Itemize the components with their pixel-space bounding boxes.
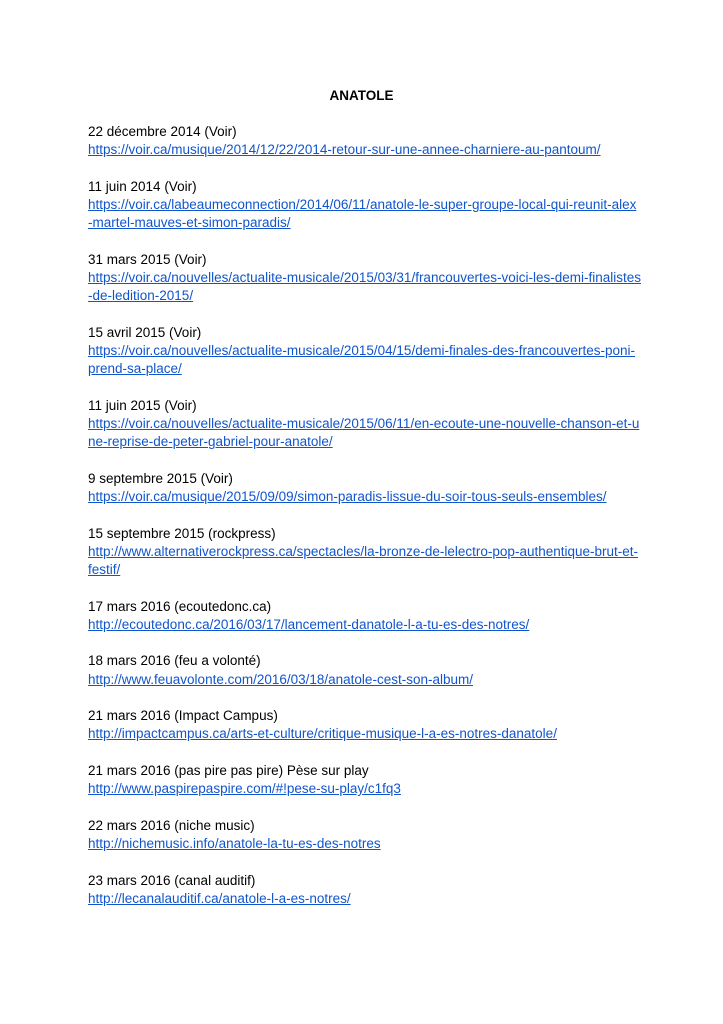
entry-heading: 21 mars 2016 (Impact Campus) [88,708,278,724]
entry-link[interactable]: ne-reprise-de-peter-gabriel-pour-anatole/ [88,434,333,450]
entry-heading: 11 juin 2014 (Voir) [88,178,197,194]
entry-list [88,123,648,926]
list-item [88,652,648,688]
entry-link[interactable]: https://voir.ca/labeaumeconnection/2014/06/11/anatole-le-super-groupe-local-qui-reunit-alex [88,197,637,212]
list-item [88,525,648,580]
entry-link[interactable]: prend-sa-place/ [88,361,182,377]
document-title: ANATOLE [329,88,394,103]
list-item [88,123,648,159]
entry-link[interactable]: https://voir.ca/musique/2014/12/22/2014-retour-sur-une-annee-charniere-au-pantoum/ [88,142,601,158]
list-item [88,397,648,452]
list-item [88,251,648,306]
list-item [88,817,648,853]
entry-link[interactable]: http://www.alternativerockpress.ca/spectacles/la-bronze-de-lelectro-pop-authentique-brut-et- [88,543,639,559]
list-item [88,324,648,379]
entry-link[interactable]: festif/ [88,562,121,577]
entry-link[interactable]: -martel-mauves-et-simon-paradis/ [88,215,291,231]
entry-heading: 17 mars 2016 (ecoutedonc.ca) [88,598,272,614]
entry-heading: 22 décembre 2014 (Voir) [88,124,237,139]
entry-link[interactable]: http://impactcampus.ca/arts-et-culture/critique-musique-l-a-es-notres-danatole/ [88,726,557,742]
list-item [88,178,648,233]
entry-link[interactable]: https://voir.ca/nouvelles/actualite-musicale/2015/04/15/demi-finales-des-francouvertes-poni- [88,343,636,358]
entry-link[interactable]: http://nichemusic.info/anatole-la-tu-es-des-notres [88,835,381,851]
entry-link[interactable]: http://ecoutedonc.ca/2016/03/17/lancement-danatole-l-a-tu-es-des-notres/ [88,616,530,632]
entry-heading: 21 mars 2016 (pas pire pas pire) Pèse sur play [88,762,369,778]
list-item [88,707,648,743]
entry-heading: 15 septembre 2015 (rockpress) [88,525,276,541]
entry-link[interactable]: https://voir.ca/nouvelles/actualite-musicale/2015/03/31/francouvertes-voici-les-demi-finalistes [88,270,642,285]
entry-link[interactable]: http://www.paspirepaspire.com/#!pese-su-play/c1fq3 [88,781,401,797]
entry-heading: 31 mars 2015 (Voir) [88,251,207,267]
list-item [88,762,648,798]
entry-link[interactable]: https://voir.ca/musique/2015/09/09/simon-paradis-lissue-du-soir-tous-seuls-ensembles/ [88,489,607,504]
entry-heading: 23 mars 2016 (canal auditif) [88,872,256,888]
list-item [88,470,648,506]
entry-link[interactable]: -de-ledition-2015/ [88,288,194,304]
list-item [88,872,648,908]
entry-heading: 9 septembre 2015 (Voir) [88,470,233,486]
entry-heading: 11 juin 2015 (Voir) [88,397,197,413]
entry-link[interactable]: http://www.feuavolonte.com/2016/03/18/anatole-cest-son-album/ [88,671,473,687]
entry-link[interactable]: http://lecanalauditif.ca/anatole-l-a-es-notres/ [88,890,351,906]
list-item [88,598,648,634]
entry-heading: 22 mars 2016 (niche music) [88,817,255,833]
entry-heading: 18 mars 2016 (feu a volonté) [88,653,261,669]
entry-heading: 15 avril 2015 (Voir) [88,324,202,340]
entry-link[interactable]: https://voir.ca/nouvelles/actualite-musicale/2015/06/11/en-ecoute-une-nouvelle-chanson-et-u [88,416,640,431]
